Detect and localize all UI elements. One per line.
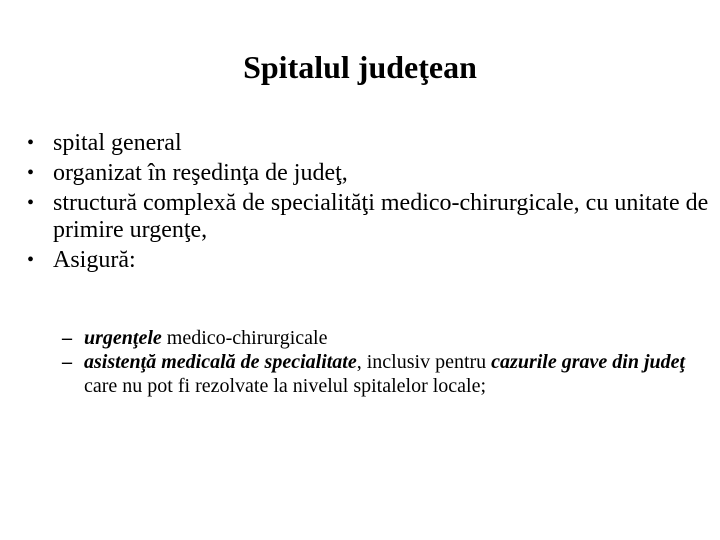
bullet-list bbox=[0, 130, 720, 277]
bullet-text: structură complexă de specialităţi medico-chirurgicale, cu unitate de primire urgenţe, bbox=[53, 190, 709, 243]
sub-bullet-text: medico-chirurgicale bbox=[161, 327, 328, 349]
bullet-item bbox=[0, 247, 720, 274]
bullet-text: organizat în reşedinţa de judeţ, bbox=[53, 160, 348, 186]
emphasis-text: cazurile grave din judeţ bbox=[491, 351, 686, 373]
sub-bullet-item bbox=[0, 350, 720, 398]
sub-bullet-text: , inclusiv pentru bbox=[356, 351, 492, 373]
bullet-icon: • bbox=[27, 192, 35, 214]
dash-icon: – bbox=[62, 327, 72, 349]
bullet-item bbox=[0, 130, 720, 157]
sub-bullet-item bbox=[0, 326, 720, 350]
bullet-icon: • bbox=[27, 132, 35, 154]
bullet-text: Asigură: bbox=[53, 247, 136, 273]
bullet-item bbox=[0, 160, 720, 187]
sub-bullet-list bbox=[0, 326, 720, 398]
bullet-icon: • bbox=[27, 162, 35, 184]
bullet-icon: • bbox=[27, 249, 35, 271]
bullet-text: spital general bbox=[53, 130, 182, 156]
emphasis-text: urgenţele bbox=[84, 327, 162, 349]
slide-title: Spitalul judeţean bbox=[243, 49, 477, 85]
bullet-item bbox=[0, 190, 720, 244]
dash-icon: – bbox=[62, 351, 72, 373]
sub-bullet-text: care nu pot fi rezolvate la nivelul spitalelor locale; bbox=[84, 375, 487, 397]
emphasis-text: asistenţă medicală de specialitate bbox=[84, 351, 357, 373]
